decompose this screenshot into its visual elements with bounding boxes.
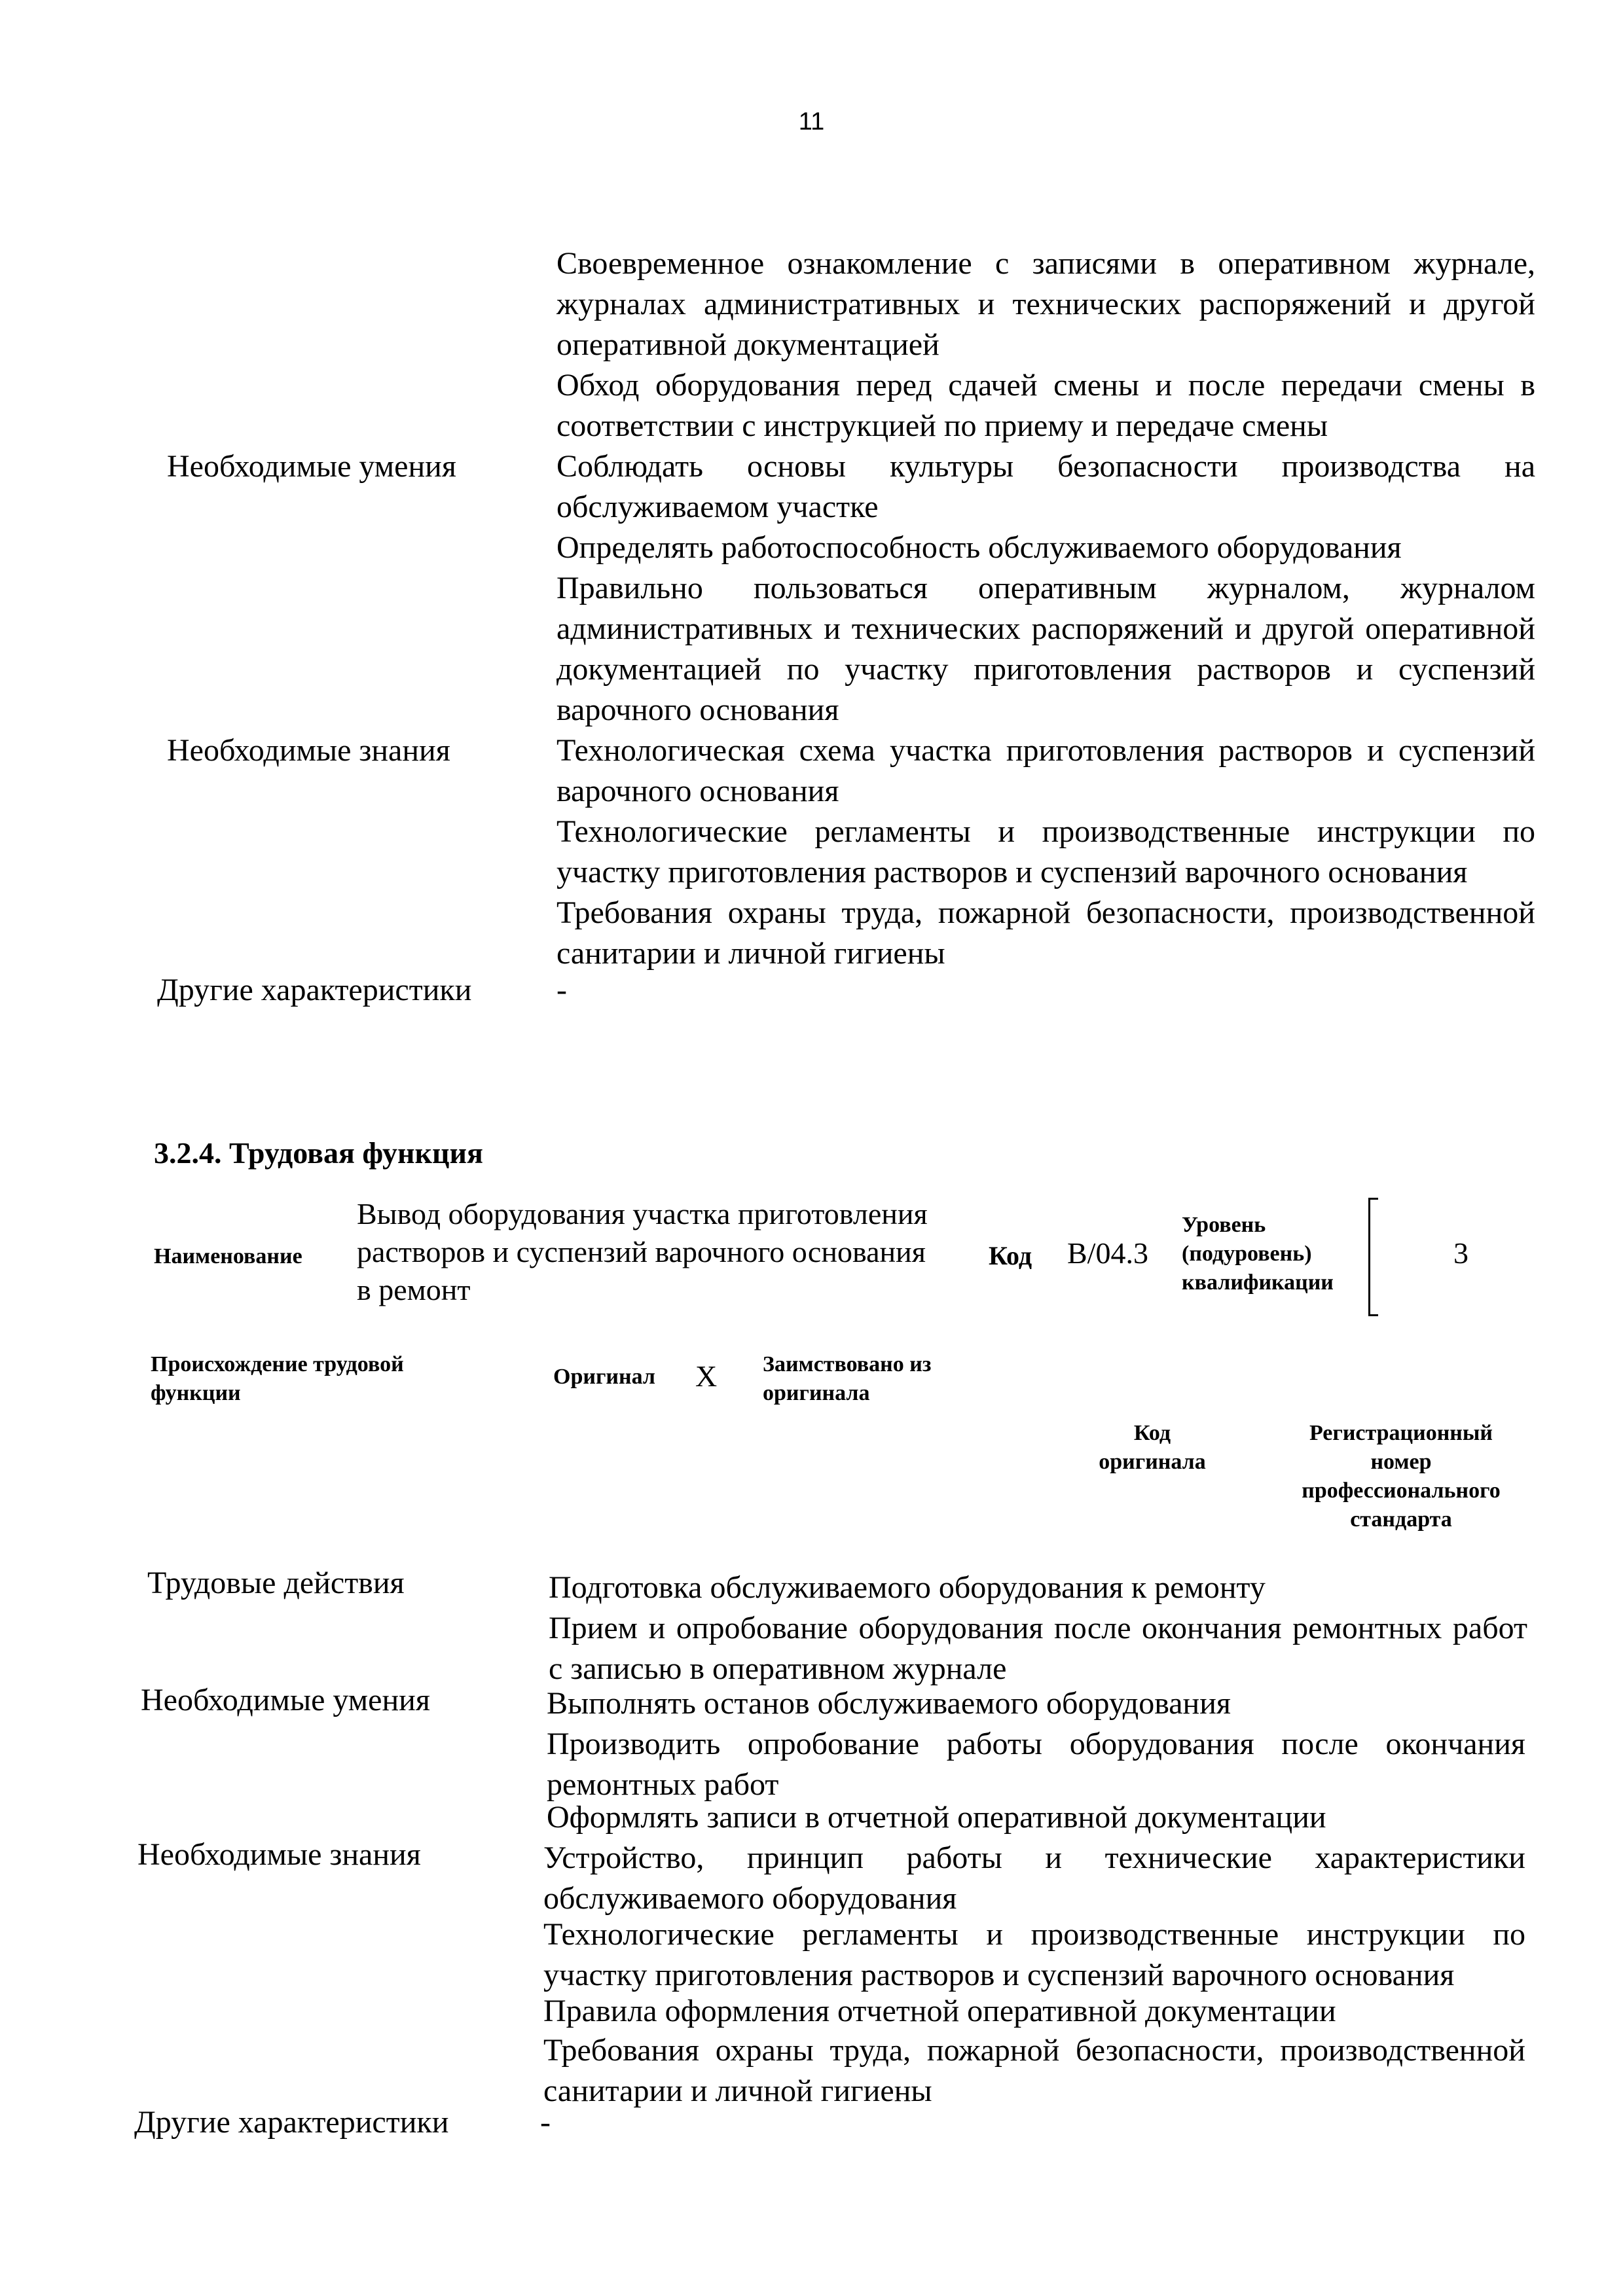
original-label: Оригинал <box>553 1365 655 1389</box>
code-original-label: Код оригинала <box>1099 1421 1206 1474</box>
borrowed-label: Заимствовано из оригинала <box>763 1352 932 1405</box>
knowledge-item-2: Технологические регламенты и производственные инструкции по участку приготовления растворов и суспензий варочного основания <box>556 814 1535 889</box>
name-label: Наименование <box>154 1244 302 1268</box>
code-label: Код <box>989 1241 1032 1270</box>
skills-label: Необходимые умения <box>167 449 456 484</box>
reg-number-label: Регистрационный номер профессионального стандарта <box>1302 1421 1501 1532</box>
other2-value: - <box>540 2105 551 2140</box>
level-label: Уровень (подуровень) квалификации <box>1182 1213 1334 1295</box>
skills2-item-2: Производить опробование работы оборудования после окончания ремонтных работ <box>547 1727 1525 1802</box>
knowledge2-item-2: Технологические регламенты и производственные инструкции по участку приготовления растворов и суспензий варочного основания <box>543 1917 1525 1992</box>
skills2-item-1: Выполнять останов обслуживаемого оборудования <box>547 1686 1231 1721</box>
knowledge-item-3: Требования охраны труда, пожарной безопасности, производственной санитарии и личной гигиены <box>556 895 1535 971</box>
original-mark: X <box>695 1359 718 1393</box>
level-bracket <box>1368 1198 1378 1316</box>
actions-item-1: Подготовка обслуживаемого оборудования к ремонту <box>549 1570 1266 1605</box>
other-value: - <box>556 973 567 1007</box>
block1-item-2: Обход оборудования перед сдачей смены и после передачи смены в соответствии с инструкцией по приему и передаче смены <box>556 368 1535 443</box>
actions-item-2: Прием и опробование оборудования после окончания ремонтных работ с записью в оперативном журнале <box>549 1611 1527 1686</box>
other2-label: Другие характеристики <box>134 2105 449 2140</box>
code-value: B/04.3 <box>1067 1236 1148 1270</box>
knowledge2-item-3: Правила оформления отчетной оперативной документации <box>543 1994 1336 2028</box>
block1-item-1: Своевременное ознакомление с записями в оперативном журнале, журналах административных и технических распоряжений и другой оперативной документацией <box>556 246 1535 362</box>
other-label: Другие характеристики <box>157 973 472 1007</box>
function-name: Вывод оборудования участка приготовления растворов и суспензий варочного основания в ремонт <box>357 1197 928 1306</box>
knowledge2-item-4: Требования охраны труда, пожарной безопасности, производственной санитарии и личной гигиены <box>543 2033 1525 2108</box>
skills2-item-3: Оформлять записи в отчетной оперативной документации <box>547 1800 1326 1835</box>
skills-item-3: Правильно пользоваться оперативным журналом, журналом административных и технических распоряжений и другой оперативной документацией по участку приготовления растворов и суспензий варочного основания <box>556 571 1535 727</box>
level-value: 3 <box>1453 1236 1468 1270</box>
origin-label: Происхождение трудовой функции <box>151 1352 404 1405</box>
knowledge-label: Необходимые знания <box>167 733 450 768</box>
actions-label: Трудовые действия <box>147 1566 405 1600</box>
skills2-label: Необходимые умения <box>141 1683 430 1717</box>
skills-item-1: Соблюдать основы культуры безопасности производства на обслуживаемом участке <box>556 449 1535 524</box>
skills-item-2: Определять работоспособность обслуживаемого оборудования <box>556 530 1402 565</box>
page-number: 11 <box>798 108 825 135</box>
knowledge2-item-1: Устройство, принцип работы и технические характеристики обслуживаемого оборудования <box>543 1840 1525 1916</box>
knowledge-item-1: Технологическая схема участка приготовления растворов и суспензий варочного основания <box>556 733 1535 808</box>
knowledge2-label: Необходимые знания <box>137 1837 421 1872</box>
section-title: 3.2.4. Трудовая функция <box>154 1136 483 1170</box>
